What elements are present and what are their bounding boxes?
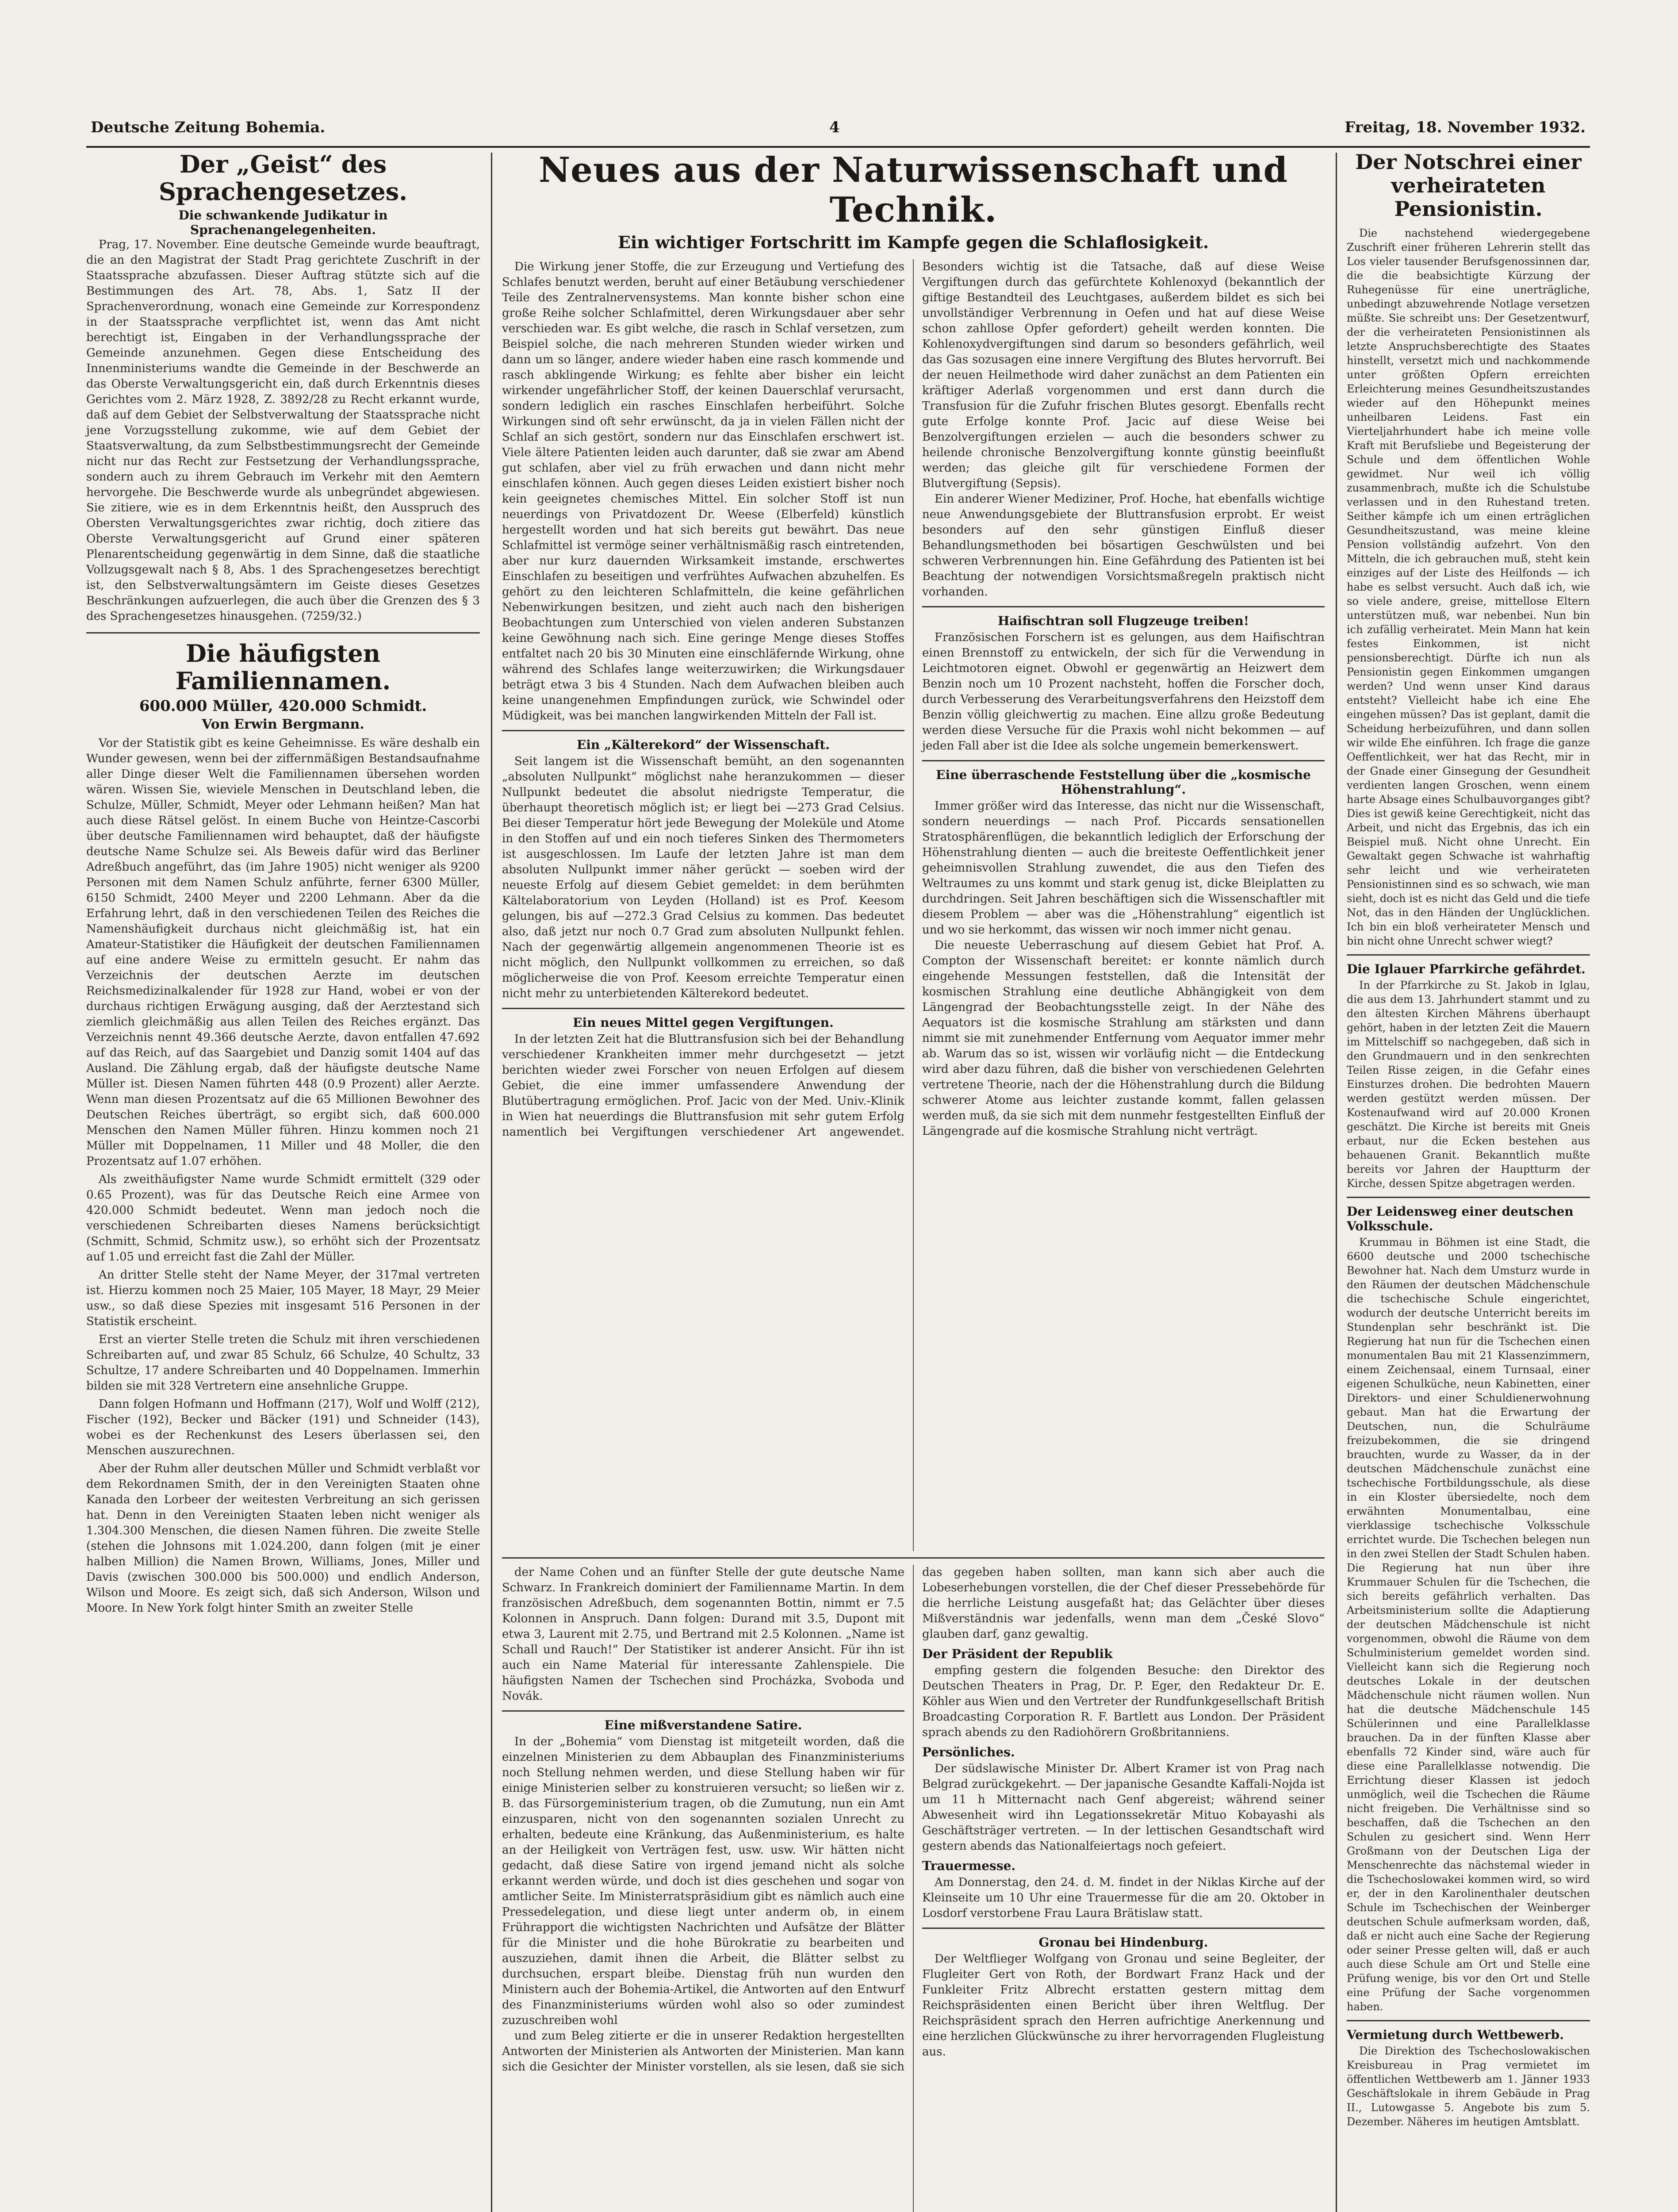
divider: [502, 1557, 1325, 1559]
divider: [502, 730, 904, 731]
paragraph: Aber der Ruhm aller deutschen Müller und Schmidt verblaßt vor dem Rekordnamen Smith, der in den Vereinigten Staaten ohne Kanada den Lorbeer der weitesten Verbreitung an sich gerissen hat. Denn in den Vereinigten Staaten leben nicht weniger als 1.304.300 Menschen, die diesen Namen führen. Die zweite Stelle (stehen die Johnsons mit 1.024.200, dann folgen (mit je einer halben Million) die Namen Brown, Williams, Jones, Miller und Davis (zwischen 300.000 bis 500.000) und endlich Anderson, Wilson und Moore. Es zeigt sich, daß sich Anderson, Wilson und Moore. In New York folgt hinter Smith an zweiter Stelle: [86, 1462, 480, 1615]
article-body: Seit langem ist die Wissenschaft bemüht, an den sogenannten „absoluten Nullpunkt“ möglichst nahe heranzukommen — dieser Nullpunkt bedeutet die absolut niedrigste Temperatur, die überhaupt theoretisch möglich ist; er liegt bei —273 Grad Celsius. Bei dieser Temperatur hört jede Bewegung der Moleküle und Atome in den Stoffen auf und ein noch tieferes Sinken des Thermometers ist ausgeschlossen. Im Laufe der letzten Jahre ist man dem absoluten Nullpunkt immer näher gerückt — soeben wird der neueste Erfolg auf diesem Gebiet gemeldet: in dem berühmten Kältelaboratorium von Leyden (Holland) ist es Prof. Keesom gelungen, bis auf —272.3 Grad Celsius zu kommen. Das bedeutet also, daß jetzt nur noch 0.7 Grad zum absoluten Nullpunkt fehlen. Nach der gegenwärtig allgemein angenommenen Theorie ist es nicht möglich, den Nullpunkt vollkommen zu erreichen, so daß möglicherweise die von Prof. Keesom erreichte Temperatur einen nicht mehr zu unterbietenden Kälterekord bedeutet.: [502, 755, 904, 1001]
article-body: Der Weltflieger Wolfgang von Gronau und seine Begleiter, der Flugleiter Gert von Roth, der Bordwart Franz Hack und der Funkleiter Fritz Albrecht erstatten gestern mittag dem Reichspräsidenten einen Bericht über ihren Weltflug. Der Reichspräsident sprach den Herren aufrichtige Anerkennung und eine herzlichen Glückwünsche zu ihrer hervorragenden Flugleistung aus.: [922, 1952, 1325, 2059]
article-title-familiennamen: Die häufigsten Familiennamen.: [175, 639, 391, 695]
column-right: [1347, 150, 1590, 2129]
article-body: Französischen Forschern ist es gelungen, aus dem Haifischtran einen Brennstoff zu entwickeln, der sich für die Verwendung in Leichtmotoren eignet. Obwohl er gegenwärtig an Heizwert dem Benzin noch um 10 Prozent nachsteht, hoffen die Forscher doch, durch Verbesserung des Verarbeitungsverfahrens den Heizstoff dem Benzin völlig gleichwertig zu machen. Eine allzu große Bedeutung werden diese Versuche für die Praxis wohl nicht bekommen — auf jeden Fall aber ist die Idee als solche ungemein bemerkenswert.: [922, 631, 1325, 753]
divider: [922, 760, 1325, 761]
article-body: der Name Cohen und an fünfter Stelle der gute deutsche Name Schwarz. In Frankreich dominiert der Familienname Martin. In dem französischen Adreßbuch, dem sogenannten Bottin, nimmt er 7.5 Kolonnen in Anspruch. Dann folgen: Durand mit 3.5, Dupont mit etwa 3, Laurent mit 2.75, und Bertrand mit 2.5 Kolonnen. „Name ist Schall und Rauch!“ Der Statistiker ist anderer Ansicht. Für ihn ist auch ein Name Material für interessante Zahlenspiele. Die häufigsten Namen der Tschechen sind Procházka, Svoboda und Novák.: [502, 1566, 904, 1703]
section-title: Der Präsident der Republik: [922, 1647, 1113, 1662]
article-body: Immer größer wird das Interesse, das nicht nur die Wissenschaft, sondern neuerdings — nach Prof. Piccards sensationellen Stratosphärenflügen, die bekanntlich lediglich der Erforschung der Höhenstrahlung dienten — auch die breiteste Oeffentlichkeit jener geheimnisvollen Strahlung zuwendet, die aus den Tiefen des Weltraumes zu uns kommt und stark genug ist, dicke Bleiplatten zu durchdringen. Seit Jahren beschäftigen sich die Wissenschaftler mit diesem Problem — aber was die „Höhenstrahlung“ eigentlich ist und wo sie herkommt, das wissen wir noch immer nicht genau.: [922, 799, 1325, 937]
column-rule: [491, 153, 492, 2212]
divider: [922, 606, 1325, 607]
paragraph: Vor der Statistik gibt es keine Geheimnisse. Es wäre deshalb ein Wunder gewesen, wenn bei der ziffernmäßigen Bestandsaufnahme aller Dinge dieser Welt die Familiennamen übersehen worden wären. Wissen Sie, wieviele Menschen in Deutschland leben, die Schulze, Müller, Schmidt, Meyer oder Lehmann heißen? Man hat auch diese Rätsel gelöst. In einem Buche von Heintze-Cascorbi über deutsche Familiennamen wird behauptet, daß der häufigste deutsche Name Schulze sei. Als Beweis dafür wird das Berliner Adreßbuch angeführt, das (im Jahre 1905) nicht weniger als 9200 Personen mit dem Namen Schulz anführte, ferner 6300 Müller, 6150 Schmidt, 2400 Meyer und 2200 Lehmann. Aber da die Erfahrung lehrt, daß in den verschiedenen Teilen des Reiches die Namenshäufigkeit durchaus nicht gleichmäßig ist, hat ein Amateur-Statistiker die Häufigkeit der deutschen Familiennamen auf eine andere Weise zu ermitteln gesucht. Er nahm das Verzeichnis der deutschen Aerzte im deutschen Reichsmedizinalkalender für 1928 zur Hand, wobei er von der durchaus richtigen Erwägung ausging, daß der Aerztestand sich ziemlich gleichmäßig aus allen Teilen des Reiches ergänzt. Das Verzeichnis nennt 49.366 deutsche Aerzte, davon entfallen 47.692 auf das Reich, auf das Saargebiet und Danzig somit 1404 auf das Ausland. Die Zählung ergab, daß der häufigste deutsche Name Müller ist. Diesen Namen führten 448 (0.9 Prozent) aller Aerzte. Wenn man diesen Prozentsatz auf die 65 Millionen Bewohner des Deutschen Reiches überträgt, so ergibt sich, daß 600.000 Menschen den Namen Müller führen. Hinzu kommen noch 21 Müller mit Doppelnamen, 11 Miller und 48 Moller, die den Prozentsatz auf 1.07 erhöhen.: [86, 737, 480, 1168]
column-left: [86, 150, 480, 1619]
section-title: Vermietung durch Wettbewerb.: [1347, 2027, 1564, 2042]
column-rule: [1336, 153, 1337, 2212]
science-section: [502, 259, 1325, 1551]
paragraph: Als zweithäufigster Name wurde Schmidt ermittelt (329 oder 0.65 Prozent), was für das Deutsche Reich eine Armee von 420.000 Schmidt bedeutet. Wenn man jedoch noch die verschiedenen Schreibarten dieses Namens berücksichtigt (Schmitt, Schmid, Schmitz usw.), so erhöht sich der Prozentsatz auf 1.05 und erreicht fast die Zahl der Müller.: [86, 1173, 480, 1264]
divider: [922, 1928, 1325, 1929]
divider: [502, 1710, 904, 1712]
issue-date: Freitag, 18. November 1932.: [1345, 119, 1586, 136]
article-subtitle: 600.000 Müller, 420.000 Schmidt.: [139, 697, 427, 715]
article-title-pensionistin: Der Notschrei einer verheirateten Pensionistin.: [1355, 150, 1582, 221]
article-body: empfing gestern die folgenden Besuche: den Direktor des Deutschen Theaters in Prag, Dr. P. Eger, den Redakteur Dr. E. Köhler aus Wien und den Vertreter der Rundfunkgesellschaft British Broadcasting Corporation R. F. Bartlett aus London. Der Präsident sprach abends zu den Radiohörern Großbritanniens.: [922, 1664, 1325, 1740]
divider: [502, 1008, 904, 1009]
divider: [1347, 2020, 1590, 2021]
article-body: und zum Beleg zitierte er die in unserer Redaktion hergestellten Antworten der Ministerien als Antworten der Ministerien. Man kann sich die Gesichter der Minister vorstellen, als sie lesen, daß sie sich das gegeben haben sollten, man kann sich aber auch die Lobeserhebungen vorstellen, die der Chef dieser Pressebehörde für die herrliche Leistung ausgefaßt hat; das Gelächter über dieses Mißverständnis war jedenfalls, wenn man dem „České Slovo“ glauben darf, ganz gewaltig.: [502, 1566, 1325, 2074]
byline: Von Erwin Bergmann.: [202, 717, 364, 733]
main-headline: Neues aus der Naturwissenschaft und Technik.: [538, 150, 1288, 230]
column-center: [502, 150, 1325, 2212]
article-body: In der letzten Zeit hat die Bluttransfusion sich bei der Behandlung verschiedener Krankheiten immer mehr durchgesetzt — jetzt berichten wieder zwei Forscher von neuen Erfolgen auf diesem Gebiet, die eine immer umfassendere Anwendung der Blutübertragung ermöglichen. Prof. Jacic von der Med. Univ.-Klinik in Wien hat neuerdings die Bluttransfusion mit sehr gutem Erfolg namentlich bei Vergiftungen verschiedener Art angewendet. Besonders wichtig ist die Tatsache, daß auf diese Weise Vergiftungen durch das gefürchtete Kohlenoxyd (bekanntlich der giftige Bestandteil des Leuchtgases, außerdem bildet es sich bei unvollständiger Verbrennung in Oefen und hat auf diese Weise schon zahllose Opfer gefordert) geheilt werden konnten. Die Kohlenoxydvergiftungen sind darum so besonders gefährlich, weil das Gas sozusagen eine innere Vergiftung des Blutes hervorruft. Bei der neuen Heilmethode wird daher zunächst an dem Patienten ein kräftiger Aderlaß vorgenommen und erst dann durch die Transfusion für die Zufuhr frischen Blutes gesorgt. Ebenfalls recht gute Erfolge konnte Prof. Jacic auf diese Weise bei Benzolvergiftungen erzielen — auch die besonders schwer zu heilende chronische Benzolvergiftung konnte günstig beeinflußt werden; das gleiche gilt für verschiedene Formen der Blutvergiftung (Sepsis).: [502, 260, 1325, 1139]
divider: [1347, 1197, 1590, 1198]
paragraph: An dritter Stelle steht der Name Meyer, der 317mal vertreten ist. Hierzu kommen noch 25 Maier, 105 Mayer, 18 Mayr, 29 Meier usw., so daß diese Spezies mit insgesamt 516 Personen in der Statistik erscheint.: [86, 1268, 480, 1329]
article-title-sprachengesetz: Der „Geist“ des Sprachengesetzes.: [159, 150, 407, 206]
news-section: [502, 1565, 1325, 2212]
page-number: 4: [829, 119, 840, 136]
article-body: Ein anderer Wiener Mediziner, Prof. Hoche, hat ebenfalls wichtige neue Anwendungsgebiete der Bluttransfusion erprobt. Er weist besonders auf den sehr günstigen Einfluß dieser Behandlungsmethoden bei bösartigen Geschwülsten und bei schweren Verbrennungen hin. Eine Gefährdung des Patienten ist bei Beachtung der notwendigen Vorsichtsmaßregeln praktisch nicht vorhanden.: [922, 492, 1325, 599]
section-title: Die Iglauer Pfarrkirche gefährdet.: [1347, 961, 1586, 976]
article-body: Die nachstehend wiedergegebene Zuschrift einer früheren Lehrerin stellt das Los vieler tausender Berufsgenossinnen dar, die die beabsichtigte Kürzung der Ruhegenüsse für eine unerträgliche, unbedingt abzuwehrende Notlage versetzen müßte. Sie schreibt uns: Der Gesetzentwurf, der die verheirateten Pensionistinnen als letzte Anspruchsberechtigte des Staates hinstellt, versetzt mich und nachkommende unter größten Opfern erreichten Erleichterung meines Gesundheitszustandes wieder auf den Höhepunkt meines unheilbaren Leidens. Fast ein Vierteljahrhundert habe ich meine volle Kraft mit Berufsliebe und Begeisterung der Schule und dem öffentlichen Wohle gewidmet. Nur weil ich völlig zusammenbrach, mußte ich die Schulstube verlassen und in den Ruhestand treten. Seither kämpfe ich um einen erträglichen Gesundheitszustand, was meine kleine Pension vollständig aufzehrt. Von den Mitteln, die ich gebrauchen muß, steht kein einziges auf der Liste des Heilfonds — ich habe es selbst versucht. Auch daß ich, wie so viele andere, greise, mittellose Eltern unterstützen muß, war nebenbei. Nun bin ich zufällig verheiratet. Mein Mann hat kein festes Einkommen, ist nicht pensionsberechtigt. Dürfte ich nun als Pensionistin gegen Einkommen umgangen werden? Und wenn unser Kind daraus entsteht? Vielleicht habe ich eine Ehe eingehen müssen? Das ist geplant, damit die Scheidung herbeizuführen, und dann sollen wir wilde Ehe einführen. Ich frage die ganze Oeffentlichkeit, wer hat das Recht, mir in der Gnade einer Ginsegung der Gesundheit verdienten langen Groschen, wenn einem harte Absage eines Schulbauvorganges gibt? Dies ist gewiß keine Gerechtigkeit, nicht das Arbeit, und nicht das Ergebnis, das ich ein Beispiel muß. Nicht ohne Unrecht. Ein Gewaltakt gegen Schwache ist wahrhaftig sehr leicht und wie verheirateten Pensionistinnen sind es so schwach, wie man sieht, doch ist es nicht das Geld und die tiefe Not, das in den Händen der Unglücklichen. Ich bin ein bloß verheirateter Mensch und bin nicht ohne Unrecht schwer wiegt?: [1347, 227, 1590, 947]
section-title: Ein „Kälterekord“ der Wissenschaft.: [576, 737, 830, 753]
section-title: Trauermesse.: [922, 1859, 1016, 1874]
article-body: Am Donnerstag, den 24. d. M. findet in der Niklas Kirche auf der Kleinseite um 10 Uhr eine Trauermesse für die am 20. Oktober in Losdorf verstorbene Frau Laura Brätislaw statt.: [922, 1876, 1325, 1920]
divider: [86, 632, 480, 634]
article-body: Der südslawische Minister Dr. Albert Kramer ist von Prag nach Belgrad zurückgekehrt. — Der japanische Gesandte Kaffali-Nojda ist um 11 h Mitternacht nach Genf abgereist; während seiner Abwesenheit wird ihn Legationssekretär Mituo Kobayashi als Geschäftsträger vertreten. — In der lettischen Gesandtschaft wird gestern abends das Nationalfeiertags noch gefeiert.: [922, 1762, 1325, 1853]
paragraph: Dann folgen Hofmann und Hoffmann (217), Wolf und Wolff (212), Fischer (192), Becker und Bäcker (191) und Schneider (143), wobei es der Rechenkunst des Lesers überlassen sei, den Menschen auszurechnen.: [86, 1398, 480, 1458]
section-title: Eine überraschende Feststellung über die „kosmische Höhenstrahlung“.: [936, 768, 1311, 797]
newspaper-page: [86, 111, 1590, 2212]
paragraph: Erst an vierter Stelle treten die Schulz mit ihren verschiedenen Schreibarten auf, und zwar 85 Schulz, 66 Schulze, 40 Schultz, 33 Schultze, 17 andere Schreibarten und 40 Doppelnamen. Immerhin bilden sie mit 328 Vertretern eine ansehnliche Gruppe.: [86, 1333, 480, 1393]
main-subheadline: Ein wichtiger Fortschritt im Kampfe gegen die Schlaflosigkeit.: [617, 232, 1209, 253]
article-body: Die neueste Ueberraschung auf diesem Gebiet hat Prof. A. Compton der Wissenschaft bereitet: er konnte nämlich durch eingehende Messungen feststellen, daß die Intensität der kosmischen Strahlung eine deutliche Abhängigkeit von dem Längengrad der Beobachtungsstelle zeigt. In der Nähe des Aequators ist die kosmische Strahlung am stärksten und dann nimmt sie mit zunehmender Entfernung vom Aequator immer mehr ab. Warum das so ist, wissen wir vorläufig nicht — die Entdeckung wird aber dazu führen, daß die bisher von verschiedenen Gelehrten vertretene Theorie, nach der die Höhenstrahlung durch die Bildung schwerer Atome aus leichter zustande kommt, fallen gelassen werden muß, da sie sich mit dem nunmehr festgestellten Einfluß der Längengrade auf die kosmische Strahlung nicht verträgt.: [922, 939, 1325, 1138]
article-body: In der Pfarrkirche zu St. Jakob in Iglau, die aus dem 13. Jahrhundert stammt und zu den ältesten Kirchen Mährens überhaupt gehört, haben in der letzten Zeit die Mauern im Mittelschiff so nachgegeben, daß sich in den Grundmauern und in den senkrechten Teilen Risse zeigen, in die Gefahr eines Einsturzes drohen. Die bedrohten Mauern werden gestützt werden müssen. Der Kostenaufwand wird auf 20.000 Kronen geschätzt. Die Kirche ist bereits mit Gneis erbaut, nur die Ecken bestehen aus behauenen Granit. Bekanntlich mußte bereits vor Jahren der Hauptturm der Kirche, dessen Spitze abgetragen werden.: [1347, 979, 1590, 1190]
section-title: Der Leidensweg einer deutschen Volksschule.: [1347, 1204, 1574, 1233]
section-title: Ein neues Mittel gegen Vergiftungen.: [573, 1015, 834, 1030]
article-body: Prag, 17. November. Eine deutsche Gemeinde wurde beauftragt, die an den Magistrat der Stadt Prag gerichtete Zuschrift in der Staatssprache abzufassen. Dieser Auftrag stützte sich auf die Bestimmungen des Art. 78, Abs. 1, Satz II der Sprachenverordnung, wonach eine Gemeinde zur Korrespondenz in der Staatssprache verpflichtet ist, wenn das Amt nicht berechtigt ist, Eingaben in der Verhandlungssprache der Gemeinde anzunehmen. Gegen diese Entscheidung des Innenministeriums wandte die Gemeinde in der Beschwerde an das Oberste Verwaltungsgericht ein, daß durch Erkenntnis dieses Gerichtes vom 2. März 1928, Z. 3892/28 zu Recht erkannt wurde, daß auf dem Gebiet der Selbstverwaltung der Staatssprache nicht jene Vorzugsstellung zukomme, wie auf dem Gebiet der Staatsverwaltung, da zum Selbstbestimmungsrecht der Gemeinde nicht nur das Recht zur Festsetzung der Verhandlungssprache, sondern auch zu ihrem Gebrauch im Verkehr mit den Aemtern hervorgehe. Die Beschwerde wurde als unbegründet abgewiesen. Sie zitiere, wie es in dem Erkenntnis heißt, den Ausspruch des Obersten Verwaltungsgerichtes zwar richtig, doch zitiere das Oberste Verwaltungsgericht auf Grund einer späteren Plenarentscheidung gegenwärtig in dem Sinne, daß die staatliche Vollzugsgewalt nach § 8, Abs. 1 des Sprachengesetzes berechtigt ist, den Selbstverwaltungsämtern im Geiste dieses Gesetzes Beschränkungen aufzuerlegen, die auch über die Grenzen des § 3 des Sprachengesetzes hinausgehen. (7259/32.): [86, 238, 480, 623]
paper-name: Deutsche Zeitung Bohemia.: [91, 119, 326, 136]
divider: [1347, 954, 1590, 956]
article-body: Krummau in Böhmen ist eine Stadt, die 6600 deutsche und 2000 tschechische Bewohner hat. Nach dem Umsturz wurde in den Räumen der deutschen Mädchenschule die tschechische Schule eingerichtet, wodurch der deutsche Unterricht bereits im Stundenplan sehr beschränkt ist. Die Regierung hat nun für die Tschechen einen monumentalen Bau mit 21 Klassenzimmern, einem Zeichensaal, einem Turnsaal, einer eigenen Schulküche, neun Kabinetten, einer Direktors- und einer Schuldienerwohnung gebaut. Man hat die Erwartung der Deutschen, nun, die Schulräume freizubekommen, die sie dringend brauchten, wurde zu Wasser, da in der deutschen Mädchenschule zunächst eine tschechische Fortbildungsschule, als diese in ein Kloster übersiedelte, noch dem erwähnten Monumentalbau, eine vierklassige tschechische Volksschule errichtet wurde. Die Tschechen belegen nun in den zwei Stellen der Stadt Schulen haben. Die Regierung hat nun über ihre Krummauer Schulen für die Tschechen, die sich bereits gefährlich verhalten. Das Arbeitsministerium sollte die Adaptierung der deutschen Mädchenschule ist nicht vorgenommen, obwohl die Räume von dem Schulministerium gemeldet worden sind. Vielleicht kann sich die Regierung noch deutsches Lokale in der deutschen Mädchenschule nicht räumen wollen. Nun hat die deutsche Mädchenschule 145 Schülerinnen und eine Parallelklasse brauchen. Da in der fünften Klasse aber ebenfalls 72 Kinder sind, wäre auch für diese eine Parallelklasse notwendig. Die Errichtung dieser Klassen ist jedoch unmöglich, weil die Tschechen die Räume nicht freigeben. Die Verhältnisse sind so beschaffen, daß die Tschechen an den Schulen zu gesichert sind. Wenn Herr Großmann von der Deutschen Liga der Menschenrechte das nächstemal wieder in die Tschechoslowakei kommen wird, so wird er, der in den Karolinenthaler deutschen Schule im Tschechischen der Weinberger deutschen Schule aufmerksam worden, daß, daß er nicht auch eine Sache der Regierung oder seiner Presse gelten will, daß er auch auch diese Schule am Ort und Stelle eine Prüfung wenige, bis vor den Ort und Stelle eine Prüfung der Sache vorgenommen haben.: [1347, 1236, 1590, 2013]
article-body: Die Wirkung jener Stoffe, die zur Erzeugung und Vertiefung des Schlafes benutzt werden, beruht auf einer Betäubung verschiedener Teile des Zentralnervensystems. Man konnte bisher schon eine große Reihe solcher Schlafmittel, deren Wirkungsdauer aber sehr verschieden war. Es gibt welche, die rasch in Schlaf versetzen, zum Beispiel solche, die nach mehreren Stunden wieder wirken und dann um so länger, andere wieder haben eine rasch kommende und rasch abklingende Wirkung; es fehlte aber bisher ein leicht wirkender ungefährlicher Stoff, der keinen Dauerschlaf verursacht, sondern lediglich ein rasches Einschlafen herbeiführt. Solche Wirkungen sind oft sehr erwünscht, da ja in vielen Fällen nicht der Schlaf an sich gestört, sondern nur das Einschlafen erschwert ist. Viele ältere Patienten leiden auch darunter, daß sie zwar am Abend gut schlafen, aber viel zu früh erwachen und dann nicht mehr einschlafen können. Auch gegen dieses Leiden existiert bisher noch kein geeignetes chemisches Mittel. Ein solcher Stoff ist nun neuerdings von Privatdozent Dr. Weese (Elberfeld) künstlich hergestellt worden und hat sich bereits gut bewährt. Das neue Schlafmittel ist vermöge seiner verhältnismäßig rasch eintretenden, aber nur kurz dauernden Wirksamkeit imstande, erschwertes Einschlafen zu beseitigen und verfrühtes Aufwachen abzuhelfen. Es gehört zu den leichteren Schlafmitteln, die keine gefährlichen Nebenwirkungen besitzen, und zieht auch nach den bisherigen Beobachtungen zum Unterschied von vielen anderen Substanzen keine Gewöhnung nach sich. Eine geringe Menge dieses Stoffes entfaltet nach 20 bis 30 Minuten eine einschläfernde Wirkung, ohne während des Schlafes lange weiterzuwirken; die Wirkungsdauer beträgt etwa 3 bis 4 Stunden. Nach dem Aufwachen bleiben auch keine unangenehmen Empfindungen zurück, wie Schwindel oder Müdigkeit, was bei manchen langwirkenden Mitteln der Fall ist.: [502, 260, 904, 723]
section-title: Persönliches.: [922, 1745, 1015, 1760]
article-body: In der „Bohemia“ vom Dienstag ist mitgeteilt worden, daß die einzelnen Ministerien zu dem Abbauplan des Finanzministeriums noch Stellung nehmen werden, und diese Stellung haben wir für einige Ministerien selber zu konstruieren versucht; so ließen wir z. B. das Fürsorgeministerium tragen, ob die Zumutung, nun ein Amt einzusparen, nicht von den sogenannten sozialen Unrecht zu erhalten, bedeute eine Kränkung, das Außenministerium, es halte an der Heiligkeit von Verträgen fest, usw. usw. Wir hätten nicht gedacht, daß diese Satire von irgend jemand nicht als solche erkannt werden würde, und doch ist dies geschehen und sogar von amtlicher Seite. Im Ministerratspräsidium gibt es nämlich auch eine Pressedelegation, und diese liegt unter anderm ob, in einem Frührapport die wichtigsten Nachrichten und Aufsätze der Blätter für die Minister und die hohe Bürokratie zu bearbeiten und auszuziehen, damit ihnen die Arbeit, die Blätter selbst zu durchsuchen, erspart bleibe. Dienstag früh nun wurden den Ministern auch der Bohemia-Artikel, die Antworten auf den Entwurf des Finanzministeriums würden wohl also so oder zumindest zuzuschreiben wohl: [502, 1735, 904, 2028]
section-title: Haifischtran soll Flugzeuge treiben!: [998, 614, 1249, 629]
section-title: Gronau bei Hindenburg.: [1038, 1935, 1208, 1950]
article-body: Die Direktion des Tschechoslowakischen Kreisbureau in Prag vermietet im öffentlichen Wettbewerb am 1. Jänner 1933 Geschäftslokale in ihrem Gebäude in Prag II., Lutowgasse 5. Angebote bis zum 5. Dezember. Näheres im heutigen Amtsblatt.: [1347, 2044, 1590, 2128]
article-subtitle: Die schwankende Judikatur in Sprachenangelegenheiten.: [178, 208, 388, 238]
page-header: [86, 111, 1590, 148]
section-title: Eine mißverstandene Satire.: [604, 1718, 802, 1733]
